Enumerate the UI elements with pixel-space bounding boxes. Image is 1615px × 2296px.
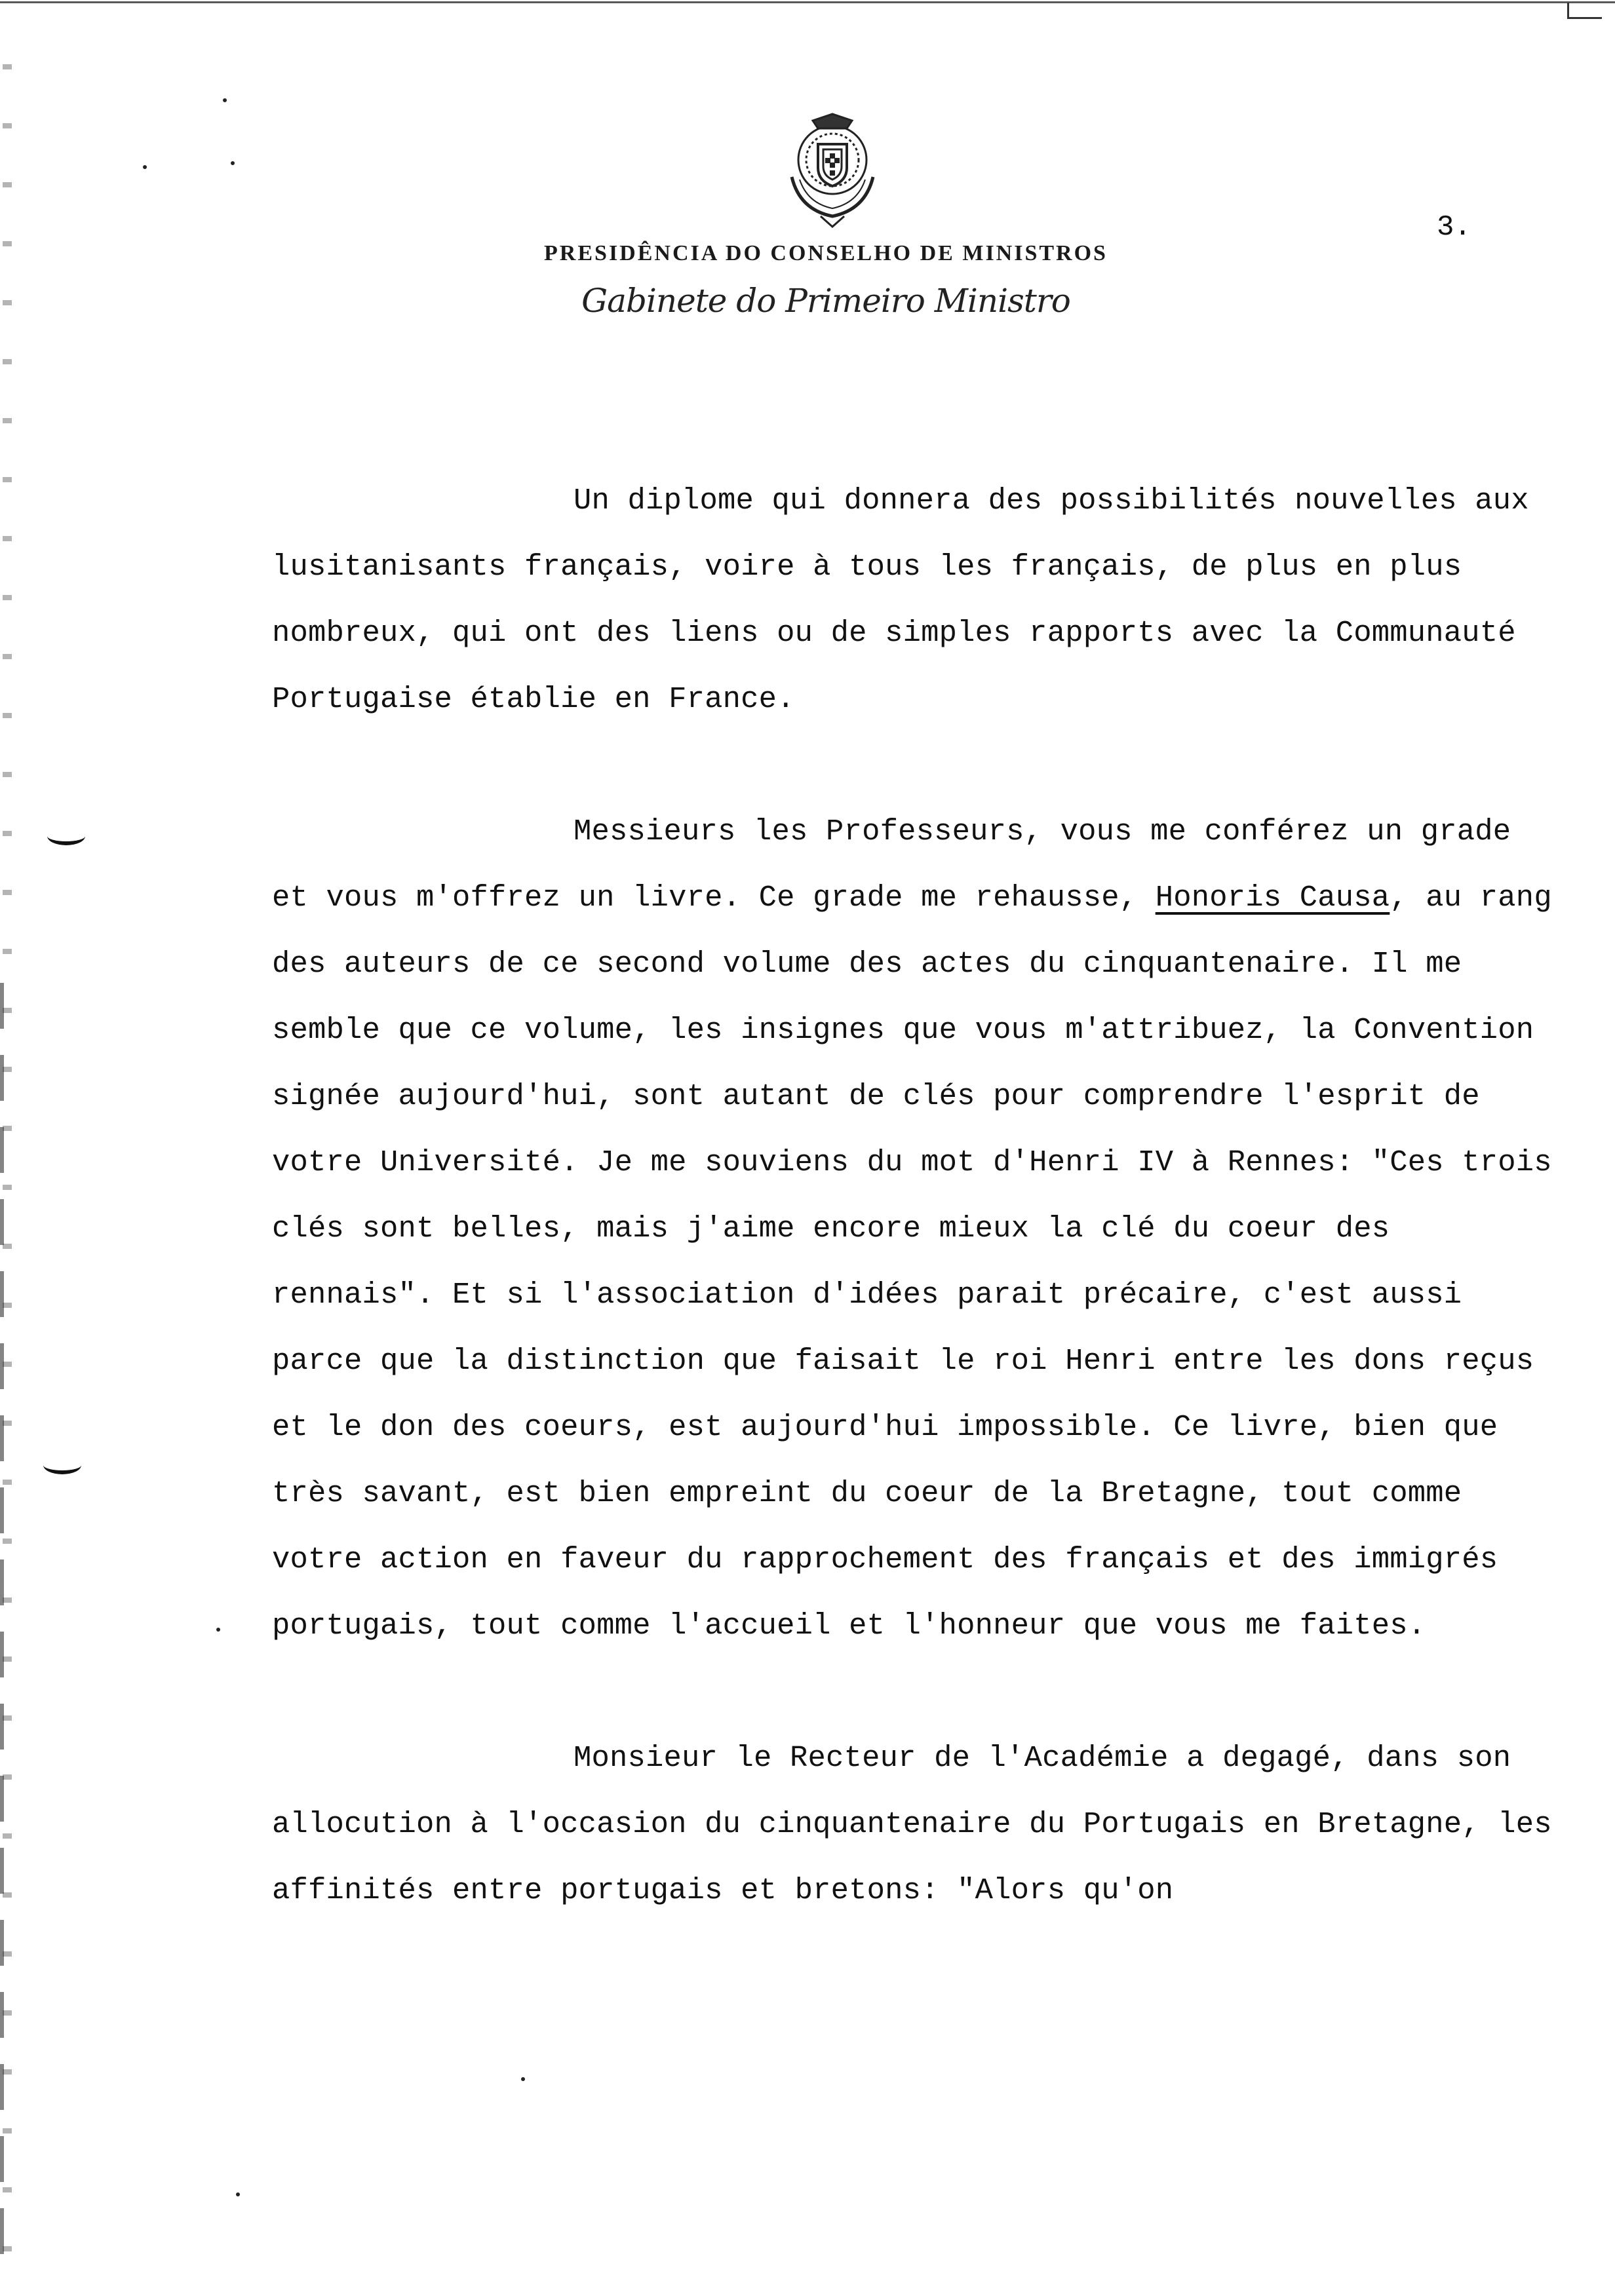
scan-speck: [236, 2192, 240, 2196]
paragraph-text: , au rang des auteurs de ce second volume des actes du cinquantenaire. Il me semble que ce volume, les insignes que vous m'attribuez, la Convention signée aujourd'hui, sont autant de clés pour comprendre l'esprit de votre Université. Je me souviens du mot d'Henri IV à Rennes: "Ces trois clés sont belles, mais j'aime encore mieux la clé du coeur des rennais". Et si l'association d'idées parait précaire, c'est aussi parce que la distinction que faisait le roi Henri entre les dons reçus et le don des coeurs, est aujourd'hui impossible. Ce livre, bien que très savant, est bien empreint du coeur de la Bretagne, tout comme votre action en faveur du rapprochement des français et des immigrés portugais, tout comme l'accueil et l'honneur que vous me faites.: [272, 881, 1552, 1643]
paragraph: Monsieur le Recteur de l'Académie a degagé, dans son allocution à l'occasion du cinquantenaire du Portugais en Bretagne, les affinités entre portugais et bretons: "Alors qu'on: [272, 1741, 1552, 1907]
cabinet-name: Gabinete do Primeiro Ministro: [581, 282, 1070, 320]
scan-speck: [143, 165, 147, 169]
scan-left-edge-dark: [0, 983, 4, 2267]
paragraph-text: Messieurs les Professeurs, vous me conférez un grade et vous m'offrez un livre. Ce grade me rehausse,: [272, 814, 1511, 915]
letter-body: [272, 468, 1557, 1924]
underlined-phrase: Honoris Causa: [1155, 881, 1390, 915]
letterhead: [433, 241, 1219, 320]
scan-speck: [216, 1628, 220, 1632]
portuguese-coat-of-arms-icon: [773, 111, 891, 229]
paragraph: [272, 799, 1557, 1659]
paragraph: Un diplome qui donnera des possibilités nouvelles aux lusitanisants français, voire à tous les français, de plus en plus nombreux, qui ont des liens ou de simples rapports avec la Communauté Portugaise établie en France.: [272, 484, 1529, 716]
scan-speck: [223, 98, 227, 102]
page-number: 3.: [1437, 211, 1471, 244]
scan-top-rule: [0, 1, 1615, 7]
punch-hole-mark: [47, 827, 85, 845]
institution-name: PRESIDÊNCIA DO CONSELHO DE MINISTROS: [544, 241, 1108, 265]
scan-speck: [231, 161, 235, 165]
punch-hole-mark: [43, 1456, 81, 1474]
scan-speck: [521, 2077, 525, 2081]
scan-left-edge: [3, 39, 12, 2267]
scan-corner-mark: [1567, 3, 1602, 19]
